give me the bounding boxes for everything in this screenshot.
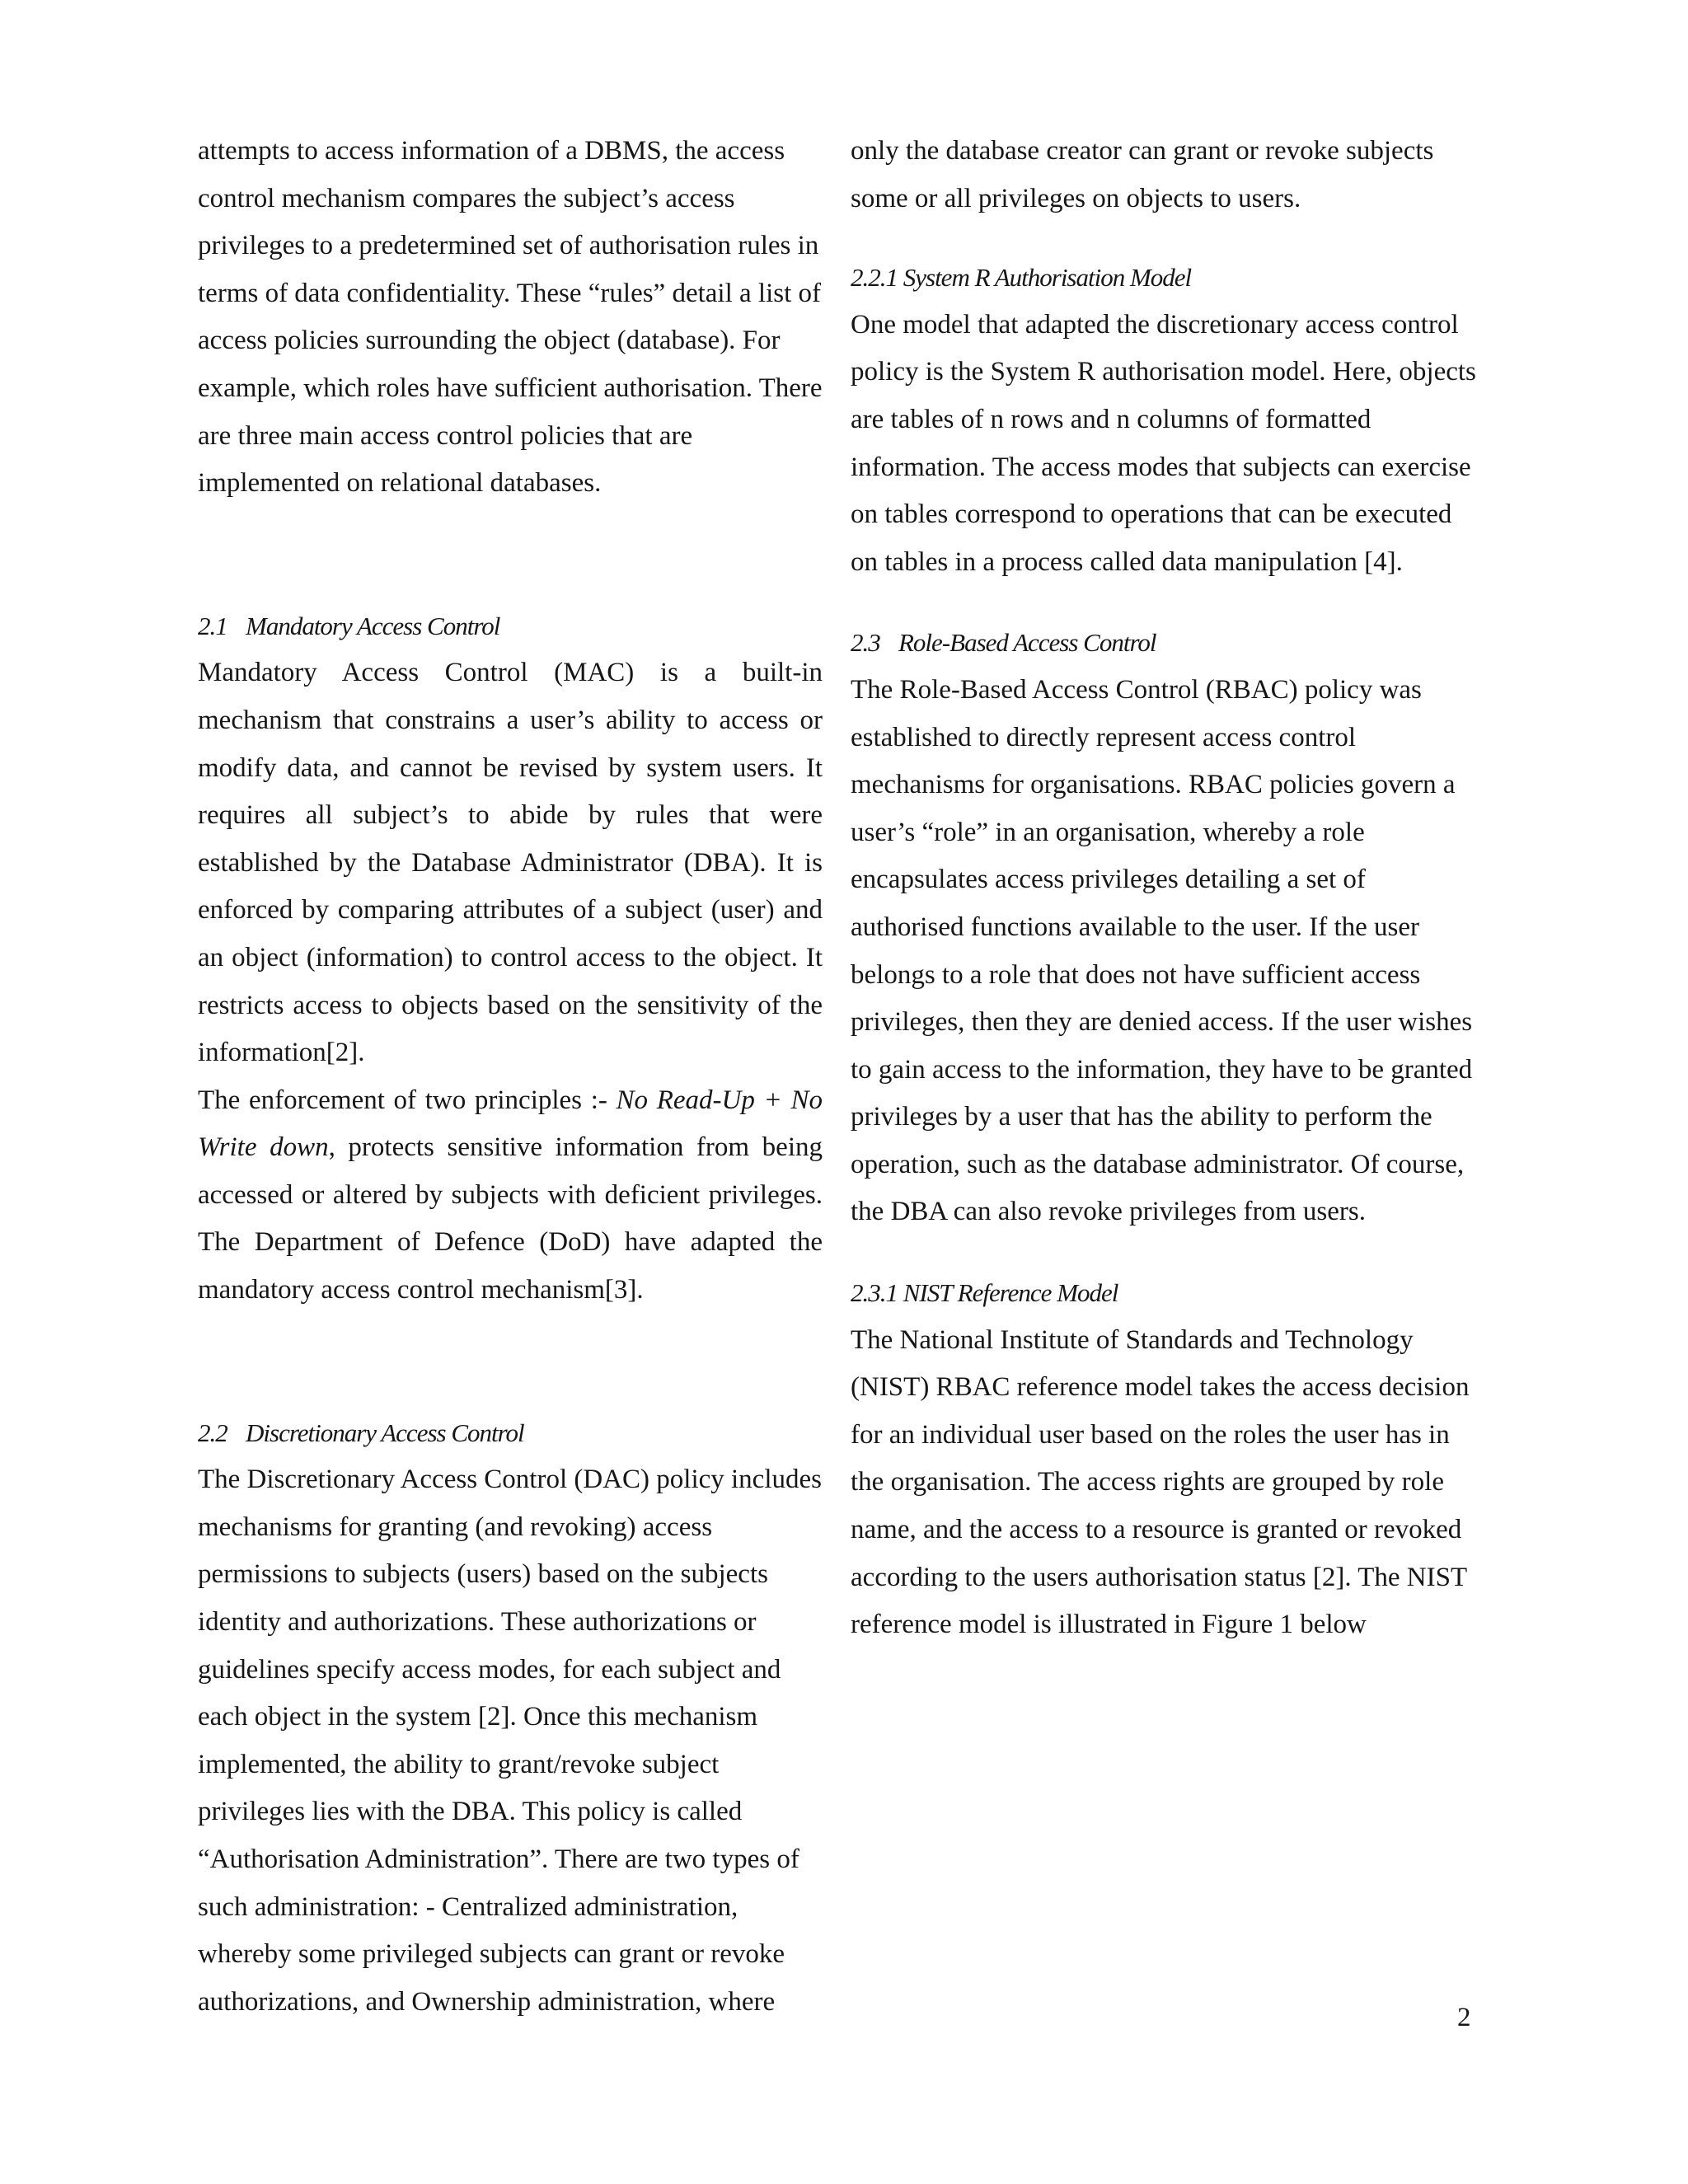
- right-column: [851, 128, 1477, 1649]
- section-heading-mac: [198, 602, 823, 650]
- mac-paragraph-2-suffix: , protects sensitive information from being accessed or altered by subjects with deficient privileges. The Department of Defence (DoD) have adapted the mandatory access control mechanism[3].: [198, 1132, 823, 1305]
- section-number: 2.2: [198, 1418, 227, 1447]
- mac-paragraph-1: Mandatory Access Control (MAC) is a built-in mechanism that constrains a user’s ability to access or modify data, and cannot be revised by system users. It requires all subject’s to abide by rules that were established by the Database Administrator (DBA). It is enforced by comparing attributes of a subject (user) and an object (information) to control access to the object. It restricts access to objects based on the sensitivity of the information[2].: [198, 658, 823, 1068]
- section-number: 2.1: [198, 611, 227, 640]
- section-title: Role-Based Access Control: [898, 628, 1156, 658]
- section-heading-system-r: 2.2.1 System R Authorisation Model: [851, 263, 1192, 293]
- section-number: 2.3: [851, 628, 880, 658]
- continuation-paragraph: only the database creator can grant or revoke subjects some or all privileges on objects to users.: [851, 136, 1434, 213]
- page-number: 2: [1457, 2003, 1471, 2032]
- dac-paragraph: The Discretionary Access Control (DAC) policy includes mechanisms for granting (and revoking) access permissions to subjects (users) based on the subjects identity and authorizations. These authorizations or guidelines specify access modes, for each subject and each object in the system [2]. Once this mechanism implemented, the ability to grant/revoke subject privileges lies with the DBA. This policy is called “Authorisation Administration”. There are two types of such administration: - Centralized administration, whereby some privileged subjects can grant or revoke authorizations, and Ownership administration, where: [198, 1465, 822, 2017]
- rbac-paragraph: The Role-Based Access Control (RBAC) policy was established to directly represent access control mechanisms for organisations. RBAC policies govern a user’s “role” in an organisation, whereby a role encapsulates access privileges detailing a set of authorised functions available to the user. If the user belongs to a role that does not have sufficient access privileges, then they are denied access. If the user wishes to gain access to the information, they have to be granted privileges by a user that has the ability to perform the operation, such as the database administrator. Of course, the DBA can also revoke privileges from users.: [851, 674, 1473, 1227]
- mac-principles-emphasis: No Read-Up + No Write down: [198, 1085, 823, 1163]
- mac-paragraph-2-prefix: The enforcement of two principles :-: [198, 1085, 617, 1115]
- mac-paragraph-2: [198, 1077, 823, 1315]
- left-column: [198, 128, 823, 2026]
- section-heading-dac: [198, 1409, 823, 1457]
- section-heading-rbac: [851, 619, 1477, 667]
- section-heading-nist: 2.3.1 NIST Reference Model: [851, 1278, 1118, 1308]
- section-title: Mandatory Access Control: [246, 611, 500, 640]
- section-title: Discretionary Access Control: [246, 1418, 524, 1447]
- nist-paragraph: The National Institute of Standards and Technology (NIST) RBAC reference model takes the access decision for an individual user based on the roles the user has in the organisation. The access rights are grouped by role name, and the access to a resource is granted or revoked according to the users authorisation status [2]. The NIST reference model is illustrated in Figure 1 below: [851, 1324, 1470, 1640]
- system-r-paragraph: One model that adapted the discretionary access control policy is the System R authorisation model. Here, objects are tables of n rows and n columns of formatted information. The access modes that subjects can exercise on tables correspond to operations that can be executed on tables in a process called data manipulation [4].: [851, 309, 1476, 577]
- intro-paragraph: attempts to access information of a DBMS, the access control mechanism compares the subject’s access privileges to a predetermined set of authorisation rules in terms of data confidentiality. These “rules” detail a list of access policies surrounding the object (database). For example, which roles have sufficient authorisation. There are three main access control policies that are implemented on relational databases.: [198, 136, 823, 499]
